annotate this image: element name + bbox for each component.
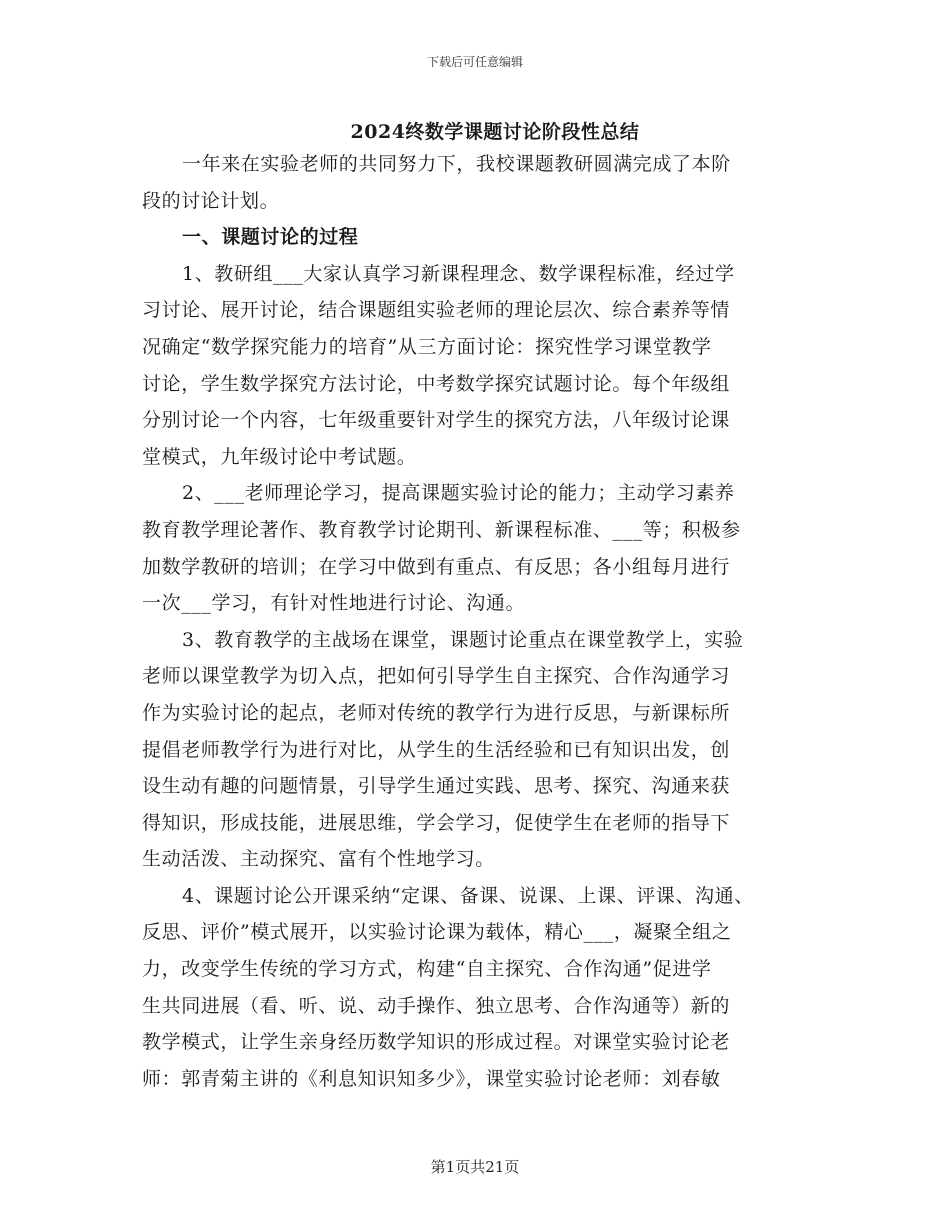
paragraph-2 <box>142 475 822 621</box>
text-line: 4、课题讨论公开课采纳“定课、备课、说课、上课、评课、沟通、 <box>182 884 754 907</box>
text-line: 2、___老师理论学习，提高课题实验讨论的能力；主动学习素养 <box>182 482 735 505</box>
text-line: 分别讨论一个内容，七年级重要针对学生的探究方法，八年级讨论课 <box>142 409 731 432</box>
text-line: 设生动有趣的问题情景，引导学生通过实践、思考、探究、沟通来获 <box>142 775 731 798</box>
text-line: 况确定“数学探究能力的培育”从三方面讨论：探究性学习课堂教学 <box>142 335 712 358</box>
text-line: 力，改变学生传统的学习方式，构建“自主探究、合作沟通”促进学 <box>142 958 712 981</box>
text-line: 3、教育教学的主战场在课堂，课题讨论重点在课堂教学上，实验 <box>182 628 744 651</box>
paragraph-1 <box>142 256 822 476</box>
paragraph-4 <box>142 878 822 1098</box>
intro-paragraph <box>142 146 822 219</box>
text-line: 段的讨论计划。 <box>142 189 280 212</box>
text-line: 讨论，学生数学探究方法讨论，中考数学探究试题讨论。每个年级组 <box>142 372 731 395</box>
text-line: 习讨论、展开讨论，结合课题组实验老师的理论层次、综合素养等情 <box>142 299 731 322</box>
text-line: 一次___学习，有针对性地进行讨论、沟通。 <box>142 592 526 615</box>
text-line: 生共同进展（看、听、说、动手操作、独立思考、合作沟通等）新的 <box>142 994 731 1017</box>
text-line: 师：郭青菊主讲的《利息知识知多少》，课堂实验讨论老师：刘春敏 <box>142 1067 721 1090</box>
header-note: 下载后可任意编辑 <box>426 55 523 69</box>
text-line: 加数学教研的培训；在学习中做到有重点、有反思；各小组每月进行 <box>142 555 731 578</box>
document-title: 2024终数学课题讨论阶段性总结 <box>350 121 640 143</box>
section-heading: 一、课题讨论的过程 <box>182 226 359 249</box>
text-line: 教学模式，让学生亲身经历数学知识的形成过程。对课堂实验讨论老 <box>142 1031 731 1054</box>
text-line: 提倡老师教学行为进行对比，从学生的生活经验和已有知识出发，创 <box>142 738 731 761</box>
text-line: 得知识，形成技能，进展思维，学会学习，促使学生在老师的指导下 <box>142 811 731 834</box>
text-line: 1、教研组___大家认真学习新课程理念、数学课程标准，经过学 <box>182 262 735 285</box>
text-line: 老师以课堂教学为切入点，把如何引导学生自主探究、合作沟通学习 <box>142 665 731 688</box>
text-line: 堂模式，九年级讨论中考试题。 <box>142 445 417 468</box>
text-line: 反思、评价”模式展开，以实验讨论课为载体，精心___，凝聚全组之 <box>142 921 732 944</box>
paragraph-3 <box>142 622 822 878</box>
text-line: 生动活泼、主动探究、富有个性地学习。 <box>142 848 495 871</box>
text-line: 一年来在实验老师的共同努力下，我校课题教研圆满完成了本阶 <box>182 153 731 175</box>
page-footer: 第1页共21页 <box>430 1158 520 1176</box>
text-line: 教育教学理论著作、教育教学讨论期刊、新课程标准、___等；积极参 <box>142 518 741 541</box>
document-body <box>142 146 822 1097</box>
text-line: 作为实验讨论的起点，老师对传统的教学行为进行反思，与新课标所 <box>142 701 731 724</box>
